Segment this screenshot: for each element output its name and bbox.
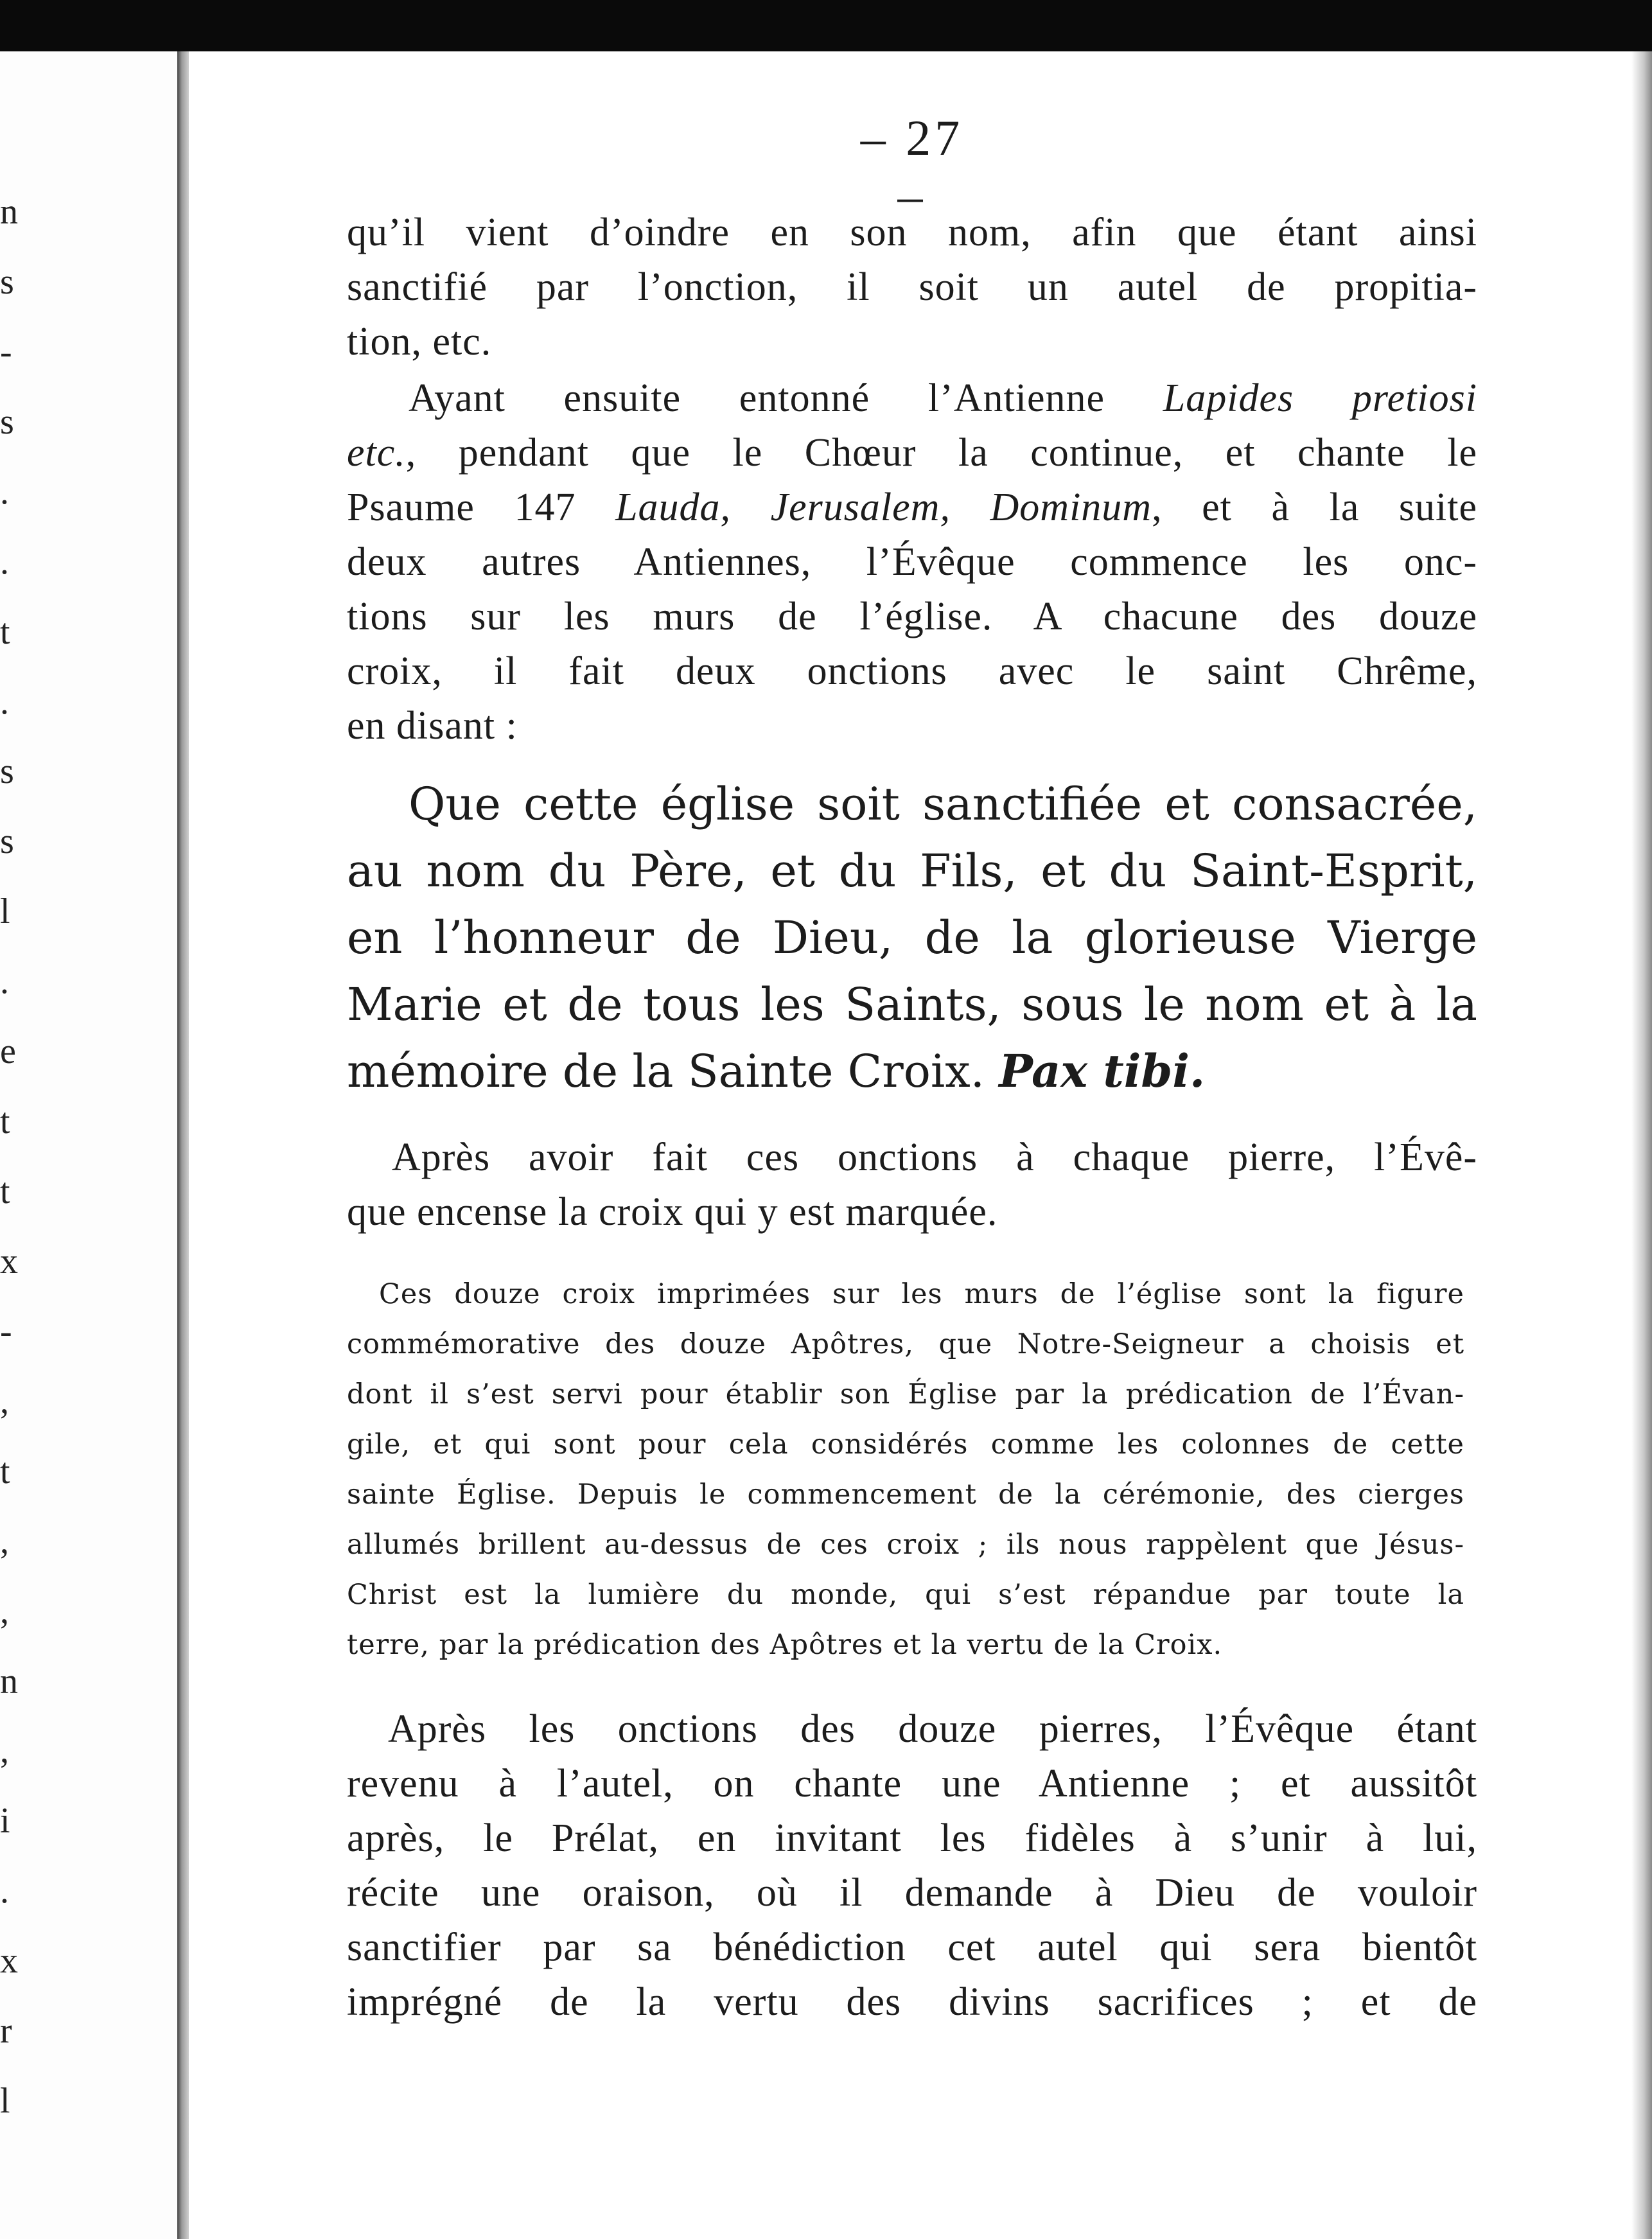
facing-page-edge [0, 51, 186, 2239]
paragraph-incense [347, 1130, 1477, 1240]
margin-fragment: , [0, 1382, 9, 1421]
text-line [347, 480, 1477, 535]
note-line: Christ est la lumière du monde, qui s’est répandue par toute la [347, 1579, 1464, 1611]
prayer-line: au nom du Père, et du Fils, et du Saint-Esprit, [347, 845, 1477, 897]
margin-fragment: s [0, 821, 14, 861]
text-line: après, le Prélat, en invitant les fidèles à s’unir à lui, [347, 1816, 1477, 1860]
page-right-edge [1631, 51, 1652, 2239]
margin-fragment: x [0, 1941, 18, 1981]
prayer-line [347, 1038, 1477, 1105]
page-number: – 27 – [860, 110, 964, 224]
note-line: gile, et qui sont pour cela considérés comme les colonnes de cette [347, 1428, 1464, 1461]
margin-fragment: , [0, 1731, 9, 1771]
prayer-line: en l’honneur de Dieu, de la glorieuse Vierge [347, 911, 1477, 964]
text-line: croix, il fait deux onctions avec le saint Chrême, [347, 649, 1477, 693]
consecration-prayer [347, 771, 1477, 1105]
text-line: Après les onctions des douze pierres, l’Évêque étant [388, 1707, 1477, 1751]
text-line: qu’il vient d’oindre en son nom, afin que étant ainsi [347, 211, 1477, 254]
psalm-incipit: Lauda, Jerusalem, Dominum [615, 486, 1152, 529]
explanatory-note [347, 1269, 1464, 1670]
text-line: sanctifié par l’onction, il soit un autel de propitia- [347, 265, 1477, 309]
latin-abbrev: etc. [347, 431, 406, 475]
text-line: récite une oraison, où il demande à Dieu de vouloir [347, 1871, 1477, 1915]
margin-fragment: l [0, 891, 10, 931]
pax-tibi: Pax tibi. [999, 1044, 1206, 1098]
note-line: allumés brillent au-dessus de ces croix ; ils nous rappèlent que Jésus- [347, 1529, 1464, 1561]
margin-fragment: s [0, 262, 14, 302]
paragraph-continued [347, 206, 1477, 369]
text-run: , pendant que le Chœur la continue, et chante le [405, 431, 1477, 475]
margin-fragment: n [0, 1662, 18, 1701]
margin-fragment: . [0, 542, 9, 582]
margin-fragment: t [0, 612, 10, 652]
paragraph-altar [347, 1702, 1477, 2030]
prayer-line: Que cette église soit sanctifiée et consacrée, [409, 778, 1477, 830]
text-line: tions sur les murs de l’église. A chacune des douze [347, 595, 1477, 638]
margin-fragment: t [0, 1452, 10, 1491]
text-line: sanctifier par sa bénédiction cet autel qui sera bientôt [347, 1926, 1477, 1969]
margin-fragment: . [0, 682, 9, 722]
text-line [347, 371, 1477, 426]
note-line: terre, par la prédication des Apôtres et la vertu de la Croix. [347, 1629, 1223, 1661]
margin-fragment: , [0, 1592, 9, 1631]
text-line: que encense la croix qui y est marquée. [347, 1190, 998, 1234]
margin-fragment: e [0, 1032, 16, 1071]
margin-fragment: t [0, 1172, 10, 1211]
margin-fragment: r [0, 2011, 12, 2051]
margin-fragment: x [0, 1242, 18, 1281]
margin-fragment: - [0, 1312, 12, 1351]
latin-title: Lapides pretiosi [1163, 376, 1477, 420]
text-line: tion, etc. [347, 320, 492, 364]
margin-fragment: t [0, 1102, 10, 1141]
text-run: mémoire de la Sainte Croix. [347, 1045, 985, 1098]
margin-fragment: . [0, 1871, 9, 1911]
margin-fragment: . [0, 472, 9, 512]
book-gutter [177, 51, 189, 2239]
text-line: deux autres Antiennes, l’Évêque commence les onc- [347, 540, 1477, 584]
text-line [347, 426, 1477, 480]
scan-top-border [0, 0, 1652, 51]
margin-fragment: - [0, 332, 12, 372]
text-line: en disant : [347, 704, 518, 748]
text-line: revenu à l’autel, on chante une Antienne ; et aussitôt [347, 1762, 1477, 1805]
text-line: Après avoir fait ces onctions à chaque pierre, l’Évê- [392, 1136, 1477, 1179]
prayer-line: Marie et de tous les Saints, sous le nom et à la [347, 978, 1477, 1031]
note-line: sainte Église. Depuis le commencement de la cérémonie, des cierges [347, 1479, 1464, 1511]
text-run: Psaume 147 [347, 486, 576, 529]
paragraph-antiphon [347, 371, 1477, 753]
margin-fragment: s [0, 751, 14, 791]
margin-fragment: l [0, 2081, 10, 2121]
text-run: Ayant ensuite entonné l’Antienne [409, 376, 1105, 420]
margin-fragment: , [0, 1522, 9, 1561]
note-line: commémorative des douze Apôtres, que Notre-Seigneur a choisis et [347, 1328, 1464, 1360]
margin-fragment: . [0, 961, 9, 1001]
margin-fragment: i [0, 1801, 10, 1841]
text-line: imprégné de la vertu des divins sacrifices ; et de [347, 1980, 1477, 2024]
note-line: dont il s’est servi pour établir son Église par la prédication de l’Évan- [347, 1378, 1464, 1410]
margin-fragment: s [0, 402, 14, 442]
note-line: Ces douze croix imprimées sur les murs de l’église sont la figure [379, 1278, 1464, 1310]
text-run: , et à la suite [1152, 486, 1478, 529]
margin-fragment: n [0, 192, 18, 232]
